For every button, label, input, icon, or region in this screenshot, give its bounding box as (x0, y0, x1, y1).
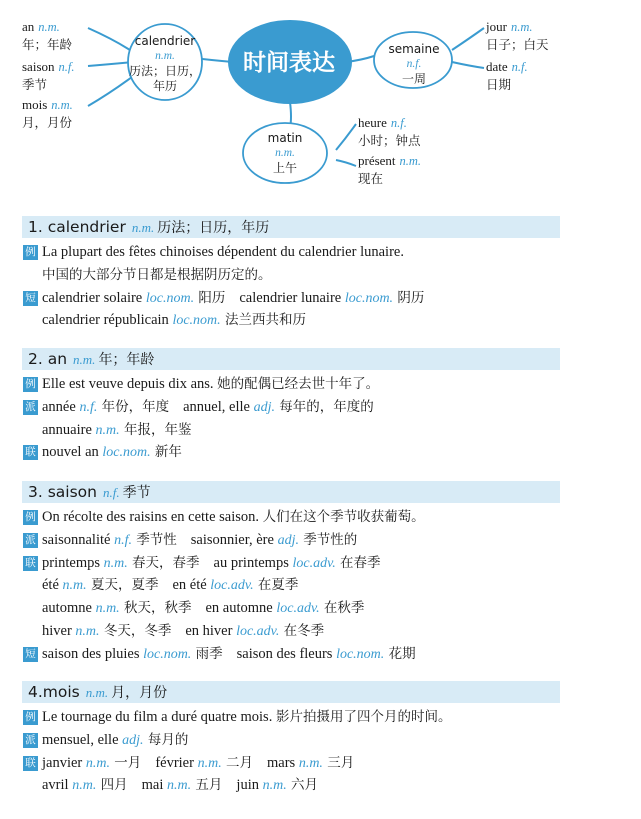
chinese-text: 影片拍摄用了四个月的时间。 (275, 709, 452, 725)
entry-line (42, 753, 354, 774)
french-text: saisonnalité (42, 531, 115, 548)
pos-label: loc.nom. (102, 445, 151, 461)
node-word: date (486, 59, 508, 74)
entry-tag-badge: 派 (23, 733, 38, 748)
french-text: été (42, 577, 63, 594)
node-word: mois (22, 97, 48, 112)
pos-label: n.f. (114, 532, 132, 548)
bubble-word: matin (267, 131, 303, 145)
french-text: avril (42, 777, 73, 794)
pos-label: loc.adv. (236, 624, 280, 639)
pos-label: n.m. (197, 755, 222, 771)
french-text: calendrier républicain (42, 312, 173, 329)
node-pos: n.f. (58, 60, 75, 74)
chinese-text: 新年 (150, 444, 182, 461)
entry-tag-badge: 例 (23, 710, 38, 725)
pos-label: n.m. (75, 624, 100, 639)
bubble-meaning-2: 年历 (152, 79, 177, 93)
chinese-text: 法兰西共和历 (220, 312, 306, 329)
entry-line (42, 730, 188, 751)
french-text: saison des pluies (42, 645, 144, 662)
entry-headword: 3. saison (28, 483, 97, 501)
french-text: février (155, 754, 198, 771)
chinese-text: 年份，年度 (97, 398, 170, 415)
entry-line (42, 288, 424, 309)
chinese-text: 三月 (322, 754, 355, 771)
chinese-text: 每年的，年度的 (274, 398, 374, 415)
bubble-pos: n.m. (155, 50, 175, 62)
chinese-text: 每月的 (143, 731, 189, 748)
chinese-text: 夏天，夏季 (86, 577, 159, 594)
node-meaning: 月，月份 (22, 115, 73, 130)
mind-node-date (486, 58, 528, 94)
mind-node-heure (358, 114, 421, 150)
chinese-text: 五月 (191, 777, 223, 794)
chinese-text: 她的配偶已经去世十年了。 (217, 376, 380, 392)
mind-node-present (358, 152, 421, 188)
chinese-text: 阳历 (194, 289, 226, 306)
chinese-text: 季节性 (131, 531, 177, 548)
chinese-text: 在冬季 (279, 623, 325, 639)
bubble-semaine (376, 42, 452, 87)
entry-pos: n.f. (102, 485, 120, 500)
french-text: nouvel an (42, 444, 103, 461)
bubble-matin (247, 131, 323, 176)
entry-headword: 1. calendrier (28, 218, 126, 236)
pos-label: n.m. (167, 778, 192, 794)
node-pos: n.m. (38, 20, 60, 34)
bubble-calendrier (128, 34, 202, 94)
french-text: janvier (42, 754, 86, 771)
entry-tag-badge: 短 (23, 647, 38, 662)
bubble-pos: n.m. (275, 147, 295, 159)
node-pos: n.m. (399, 154, 422, 168)
french-text: en été (172, 577, 211, 594)
french-text: annuel, elle (183, 398, 254, 415)
french-text: hiver (42, 623, 76, 639)
entry-line (42, 530, 357, 551)
node-meaning: 日期 (486, 77, 512, 92)
chinese-text: 年报，年鉴 (119, 421, 192, 438)
entry-line (42, 553, 381, 574)
node-meaning: 年；年龄 (22, 37, 73, 52)
entry-line (42, 707, 451, 727)
entry-header (22, 216, 560, 238)
node-pos: n.m. (51, 98, 73, 112)
node-meaning: 小时；钟点 (358, 133, 421, 148)
node-word: jour (486, 19, 507, 34)
entry-tag-badge: 例 (23, 510, 38, 525)
entry-line (42, 397, 374, 418)
node-meaning: 日子；白天 (486, 37, 549, 52)
french-text: La plupart des fêtes chinoises dépendent du calendrier lunaire. (42, 244, 404, 260)
chinese-text: 四月 (96, 777, 128, 794)
node-meaning: 季节 (22, 77, 48, 92)
entry-line (42, 242, 404, 262)
node-pos: n.m. (510, 20, 533, 34)
entry-line (42, 420, 191, 441)
entry-tag-badge: 例 (23, 245, 38, 260)
pos-label: loc.nom. (145, 290, 195, 306)
chinese-text: 冬天，冬季 (99, 623, 172, 639)
entry-pos: n.m. (73, 352, 96, 367)
entry-line (42, 442, 182, 463)
bubble-pos: n.f. (406, 58, 422, 70)
pos-label: n.m. (85, 755, 111, 771)
pos-label: loc.nom. (344, 290, 394, 306)
french-text: au printemps (213, 554, 293, 571)
entry-pos: n.m. (131, 220, 155, 235)
french-text: On récolte des raisins en cette saison. (42, 509, 263, 525)
chinese-text: 六月 (286, 777, 319, 794)
french-text: en automne (205, 600, 277, 617)
entry-tag-badge: 短 (23, 291, 38, 306)
pos-label: adj. (277, 532, 299, 548)
mind-node-jour (486, 18, 549, 54)
entry-meaning: 历法；日历，年历 (157, 220, 270, 236)
pos-label: loc.adv. (210, 578, 254, 594)
pos-label: n.m. (62, 578, 87, 594)
chinese-text: 春天，春季 (127, 554, 200, 571)
entry-header (22, 481, 560, 503)
entry-headword: 4.mois (28, 683, 80, 701)
chinese-text: 二月 (221, 754, 253, 771)
bubble-word: semaine (388, 42, 440, 56)
entry-meaning: 月，月份 (111, 685, 168, 701)
french-text: mars (267, 754, 299, 771)
french-text: printemps (42, 554, 104, 571)
node-word: heure (358, 115, 387, 130)
entry-line (42, 507, 425, 527)
chinese-text: 中国的大部分节日都是根据阴历定的。 (42, 266, 272, 283)
node-word: saison (22, 59, 55, 74)
french-text: mai (141, 777, 167, 794)
entry-meaning: 季节 (122, 485, 151, 501)
chinese-text: 雨季 (191, 645, 223, 662)
entry-line (42, 265, 272, 285)
entry-meaning: 年；年龄 (98, 352, 155, 368)
pos-label: n.f. (79, 399, 98, 415)
entry-line (42, 374, 379, 394)
french-text: juin (236, 777, 263, 794)
french-text: en hiver (185, 623, 237, 639)
node-pos: n.f. (390, 116, 407, 130)
pos-label: n.m. (298, 755, 323, 771)
french-text: saisonnier, ère (190, 531, 278, 548)
bubble-meaning: 上午 (272, 161, 297, 175)
mind-node-mois (22, 96, 73, 132)
mind-node-saison (22, 58, 74, 94)
chinese-text: 阴历 (393, 289, 425, 306)
node-pos: n.f. (511, 60, 528, 74)
bubble-meaning: 一周 (401, 72, 426, 86)
node-meaning: 现在 (358, 171, 384, 186)
entry-tag-badge: 联 (23, 445, 38, 460)
entry-tag-badge: 联 (23, 556, 38, 571)
pos-label: loc.nom. (172, 313, 221, 329)
chinese-text: 花期 (384, 645, 416, 662)
pos-label: adj. (122, 732, 144, 748)
pos-label: n.m. (262, 778, 287, 794)
french-text: année (42, 398, 80, 415)
chinese-text: 在春季 (335, 554, 381, 571)
entry-tag-badge: 派 (23, 533, 38, 548)
entry-tag-badge: 例 (23, 377, 38, 392)
entry-headword: 2. an (28, 350, 68, 368)
french-text: mensuel, elle (42, 731, 123, 748)
pos-label: loc.adv. (276, 601, 320, 617)
chinese-text: 人们在这个季节收获葡萄。 (262, 509, 425, 525)
french-text: calendrier lunaire (239, 289, 345, 306)
entry-pos: n.m. (85, 685, 109, 700)
entry-line (42, 644, 416, 665)
french-text: Elle est veuve depuis dix ans. (42, 376, 218, 392)
entry-line (42, 621, 324, 642)
french-text: annuaire (42, 421, 96, 438)
mind-map-center-title: 时间表达 (243, 50, 335, 76)
node-word: an (22, 19, 35, 34)
pos-label: loc.nom. (336, 646, 385, 662)
pos-label: n.m. (103, 555, 128, 571)
entry-line (42, 775, 318, 796)
french-text: saison des fleurs (236, 645, 337, 662)
bubble-word: calendrier (134, 34, 196, 48)
pos-label: adj. (253, 399, 275, 415)
entry-line (42, 598, 364, 619)
chinese-text: 秋天，秋季 (119, 600, 192, 617)
chinese-text: 在秋季 (319, 600, 365, 617)
french-text: automne (42, 600, 96, 617)
pos-label: n.m. (95, 601, 120, 617)
french-text: calendrier solaire (42, 289, 146, 306)
chinese-text: 季节性的 (298, 531, 358, 548)
pos-label: loc.adv. (292, 555, 336, 571)
entry-line (42, 310, 306, 331)
entry-header (22, 348, 560, 370)
entry-header (22, 681, 560, 703)
entry-line (42, 575, 298, 596)
entry-tag-badge: 派 (23, 400, 38, 415)
mind-node-an (22, 18, 72, 54)
pos-label: n.m. (72, 778, 97, 794)
french-text: Le tournage du film a duré quatre mois. (42, 709, 276, 725)
chinese-text: 在夏季 (253, 577, 299, 594)
pos-label: loc.nom. (143, 646, 192, 662)
chinese-text: 一月 (110, 754, 142, 771)
entry-tag-badge: 联 (23, 756, 38, 771)
bubble-meaning: 历法；日历， (128, 64, 201, 78)
node-word: présent (358, 153, 396, 168)
pos-label: n.m. (95, 422, 120, 438)
mind-map (0, 0, 641, 205)
